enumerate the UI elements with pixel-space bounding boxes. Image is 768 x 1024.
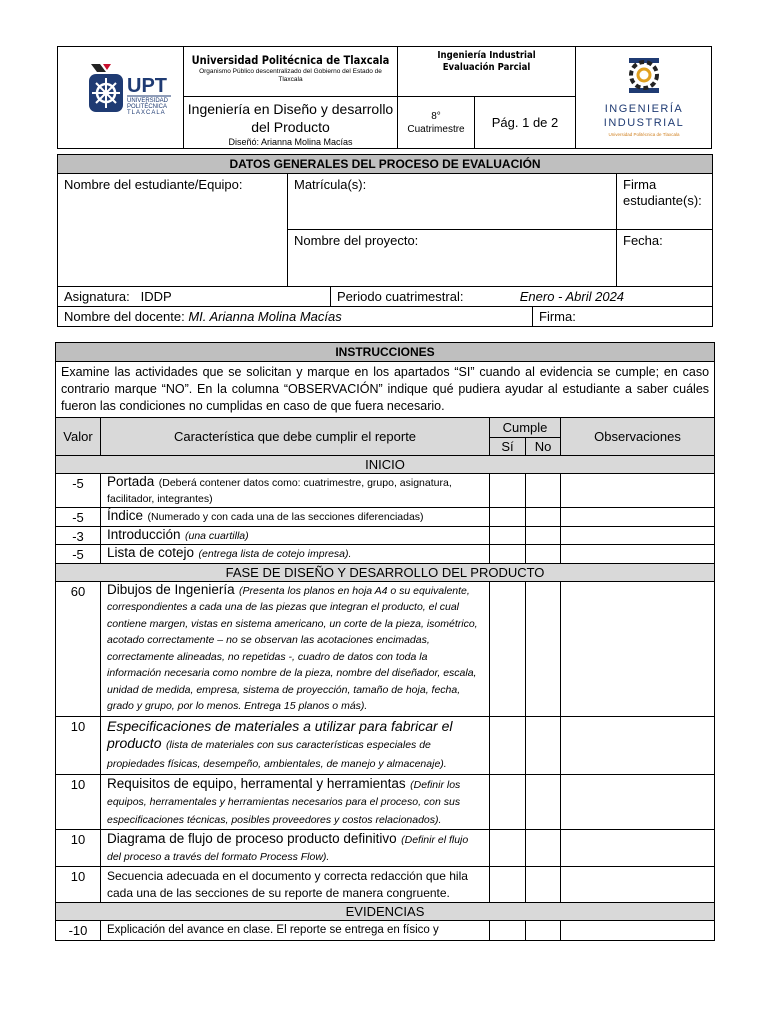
row-value: 10 <box>56 867 101 903</box>
col-observaciones: Observaciones <box>561 418 715 456</box>
check-si[interactable] <box>490 830 526 867</box>
checklist-row-requisitos <box>56 774 715 830</box>
row-description: Índice (Numerado y con cada una de las secciones diferenciadas) <box>101 508 490 527</box>
row-value: 10 <box>56 716 101 774</box>
checklist-row-dibujos <box>56 581 715 716</box>
checklist-row-explicacion <box>56 921 715 941</box>
svg-text:TLAXCALA: TLAXCALA <box>126 110 166 116</box>
student-signature-field[interactable] <box>617 174 713 230</box>
check-no[interactable] <box>526 508 561 527</box>
col-cumple: Cumple <box>490 418 561 438</box>
row-description: Requisitos de equipo, herramental y herramientas (Definir los equipos, herramentales y herramientas necesarios para el proceso, con sus especificaciones técnicas, posibles proveedores y costos relacionados). <box>101 774 490 830</box>
program-name: Ingeniería Industrial <box>437 50 536 61</box>
matricula-label: Matrícula(s): <box>294 177 367 192</box>
teacher-signature-label: Firma: <box>539 308 576 324</box>
university-cell <box>184 47 398 97</box>
checklist-row-especificaciones <box>56 716 715 774</box>
check-si[interactable] <box>490 716 526 774</box>
period-field <box>331 287 713 307</box>
semester-label: Cuatrimestre <box>407 123 465 135</box>
course-cell <box>184 97 398 149</box>
row-description: Secuencia adecuada en el documento y correcta redacción que hila cada una de las secciones de su reporte de manera congruente. <box>101 867 490 903</box>
row-value: -5 <box>56 508 101 527</box>
check-no[interactable] <box>526 474 561 508</box>
checklist-row-introduccion <box>56 526 715 545</box>
col-valor: Valor <box>56 418 101 456</box>
observation-cell[interactable] <box>561 526 715 545</box>
checklist-row-lista-cotejo <box>56 545 715 564</box>
col-si: Sí <box>490 438 526 456</box>
project-name-label: Nombre del proyecto: <box>294 233 419 248</box>
check-si[interactable] <box>490 867 526 903</box>
check-no[interactable] <box>526 921 561 941</box>
svg-text:INDUSTRIAL: INDUSTRIAL <box>603 117 684 129</box>
teacher-value: MI. Arianna Molina Macías <box>188 308 342 324</box>
row-value: -10 <box>56 921 101 941</box>
document-header <box>57 46 712 149</box>
date-label: Fecha: <box>623 233 663 248</box>
period-value: Enero - Abril 2024 <box>519 288 625 304</box>
subject-value: IDDP <box>140 288 172 304</box>
program-cell <box>398 47 576 97</box>
subject-label: Asignatura: <box>64 288 130 304</box>
semester-cell <box>398 97 475 149</box>
matricula-field[interactable] <box>288 174 617 230</box>
row-value: 60 <box>56 581 101 716</box>
row-value: 10 <box>56 830 101 867</box>
check-no[interactable] <box>526 774 561 830</box>
ingenieria-industrial-logo <box>584 50 704 140</box>
row-description: Explicación del avance en clase. El reporte se entrega en físico y <box>101 921 490 941</box>
observation-cell[interactable] <box>561 716 715 774</box>
observation-cell[interactable] <box>561 545 715 564</box>
check-si[interactable] <box>490 581 526 716</box>
row-description: Introducción (una cuartilla) <box>101 526 490 545</box>
check-si[interactable] <box>490 474 526 508</box>
section-inicio: INICIO <box>56 456 715 474</box>
general-data-title: DATOS GENERALES DEL PROCESO DE EVALUACIÓN <box>58 155 713 174</box>
svg-text:POLITÉCNICA: POLITÉCNICA <box>126 104 167 110</box>
instructions-title: INSTRUCCIONES <box>56 343 715 362</box>
row-value: -3 <box>56 526 101 545</box>
check-no[interactable] <box>526 867 561 903</box>
row-description: Portada (Deberá contener datos como: cuatrimestre, grupo, asignatura, facilitador, integrantes) <box>101 474 490 508</box>
observation-cell[interactable] <box>561 581 715 716</box>
row-description: Diagrama de flujo de proceso producto definitivo (Definir el flujo del proceso a través del formato Process Flow). <box>101 830 490 867</box>
svg-text:UNIVERSIDAD: UNIVERSIDAD <box>126 98 168 104</box>
check-no[interactable] <box>526 526 561 545</box>
university-subtitle: Organismo Público descentralizado del Gobierno del Estado de Tlaxcala <box>199 68 382 83</box>
evaluation-type: Evaluación Parcial <box>442 62 531 73</box>
row-description: Lista de cotejo (entrega lista de cotejo impresa). <box>101 545 490 564</box>
instructions-text: Examine las actividades que se solicitan y marque en los apartados “SI” cuando al evidencia se cumple; en caso contrario marque “NO”. En la columna “OBSERVACIÓN” indique qué pudiera ayudar al estudiante a saber cuáles fueron las condiciones no cumplidas en caso de que fuera necesario. <box>56 362 715 418</box>
col-caracteristica: Característica que debe cumplir el reporte <box>101 418 490 456</box>
row-value: -5 <box>56 474 101 508</box>
check-si[interactable] <box>490 545 526 564</box>
upt-logo-cell <box>58 47 184 149</box>
section-evidencias: EVIDENCIAS <box>56 903 715 921</box>
section-fase-diseno: FASE DE DISEÑO Y DESARROLLO DEL PRODUCTO <box>56 563 715 581</box>
student-name-field[interactable] <box>58 174 288 287</box>
general-data-table <box>57 154 713 327</box>
observation-cell[interactable] <box>561 508 715 527</box>
checklist-table <box>55 342 715 941</box>
row-description: Especificaciones de materiales a utilizar para fabricar el producto (lista de materiales con sus características especiales de propiedades físicas, desempeño, ambientales, de manejo y almacenaje). <box>101 716 490 774</box>
observation-cell[interactable] <box>561 774 715 830</box>
design-credit: Diseñó: Arianna Molina Macías <box>228 137 353 147</box>
checklist-row-indice <box>56 508 715 527</box>
check-no[interactable] <box>526 581 561 716</box>
observation-cell[interactable] <box>561 474 715 508</box>
check-no[interactable] <box>526 545 561 564</box>
observation-cell[interactable] <box>561 867 715 903</box>
student-name-label: Nombre del estudiante/Equipo: <box>64 177 243 192</box>
page-indicator: Pág. 1 de 2 <box>475 97 576 149</box>
svg-text:INGENIERÍA: INGENIERÍA <box>604 103 683 115</box>
upt-logo <box>67 56 175 134</box>
check-si[interactable] <box>490 921 526 941</box>
check-si[interactable] <box>490 774 526 830</box>
row-value: -5 <box>56 545 101 564</box>
teacher-field <box>58 307 533 327</box>
period-label: Periodo cuatrimestral: <box>337 288 464 304</box>
semester-number: 8° <box>431 110 441 122</box>
check-si[interactable] <box>490 508 526 527</box>
check-no[interactable] <box>526 716 561 774</box>
observation-cell[interactable] <box>561 921 715 941</box>
date-field[interactable] <box>617 230 713 287</box>
checklist-row-secuencia <box>56 867 715 903</box>
checklist-row-portada <box>56 474 715 508</box>
row-value: 10 <box>56 774 101 830</box>
university-name: Universidad Politécnica de Tlaxcala <box>191 53 390 68</box>
subject-field <box>58 287 331 307</box>
check-si[interactable] <box>490 526 526 545</box>
teacher-signature-field[interactable] <box>533 307 713 327</box>
svg-text:Universidad Politécnica de Tla: Universidad Politécnica de Tlaxcala <box>608 132 679 137</box>
project-name-field[interactable] <box>288 230 617 287</box>
svg-text:UPT: UPT <box>126 75 167 97</box>
observation-cell[interactable] <box>561 830 715 867</box>
checklist-row-diagrama <box>56 830 715 867</box>
col-no: No <box>526 438 561 456</box>
student-signature-label: Firma estudiante(s): <box>623 177 702 208</box>
ingenieria-logo-cell <box>576 47 712 149</box>
teacher-label: Nombre del docente: <box>64 308 185 324</box>
row-description: Dibujos de Ingeniería (Presenta los planos en hoja A4 o su equivalente, correspondientes a cada una de las piezas que integran el producto, el cual contiene margen, vistas en sistema americano, un corte de la pieza, isométrico, acotado correctamente – no se observan las acotaciones encimadas, correctamente alineadas, no repetidas -, cuadro de datos con toda la información necesaria como nombre de la pieza, nombre del diseñador, escala, unidad de medida, empresa, sistema de proyección, tamaño de hoja, fecha, grado y grupo, por lo menos. Entrega 15 planos o más). <box>101 581 490 716</box>
course-title: Ingeniería en Diseño y desarrollo del Producto <box>187 101 394 135</box>
check-no[interactable] <box>526 830 561 867</box>
